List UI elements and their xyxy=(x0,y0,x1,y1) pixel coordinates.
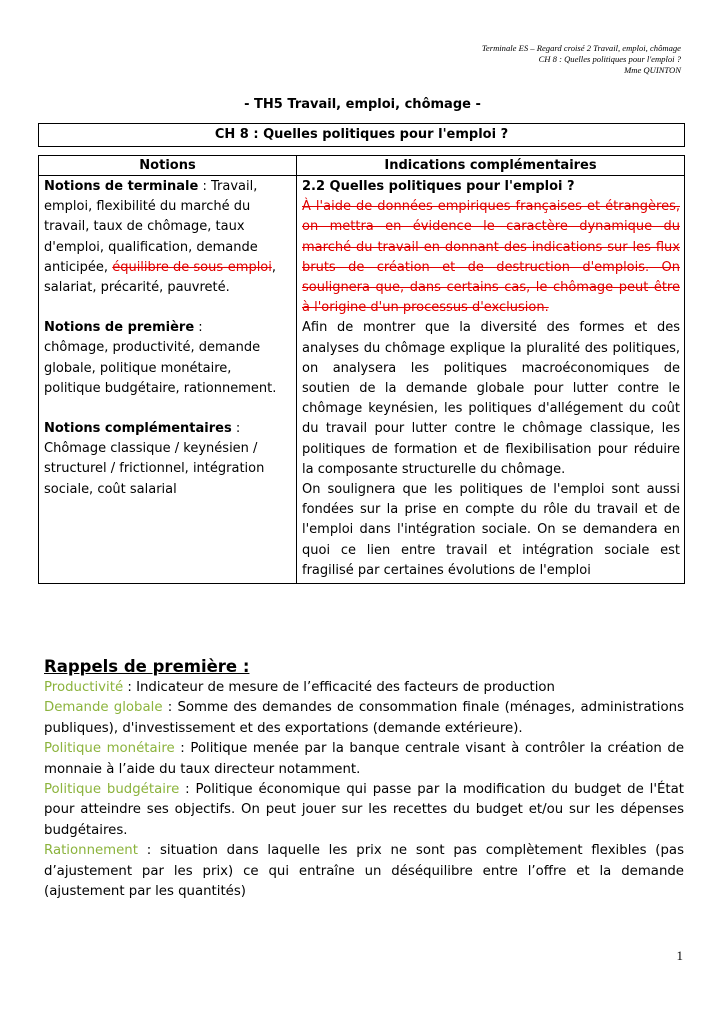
indications-paragraph-1: Afin de montrer que la diversité des formes et des analyses du chômage explique la pluralité des politiques, on analysera les politiques macroéconomiques de soutien de la demande globale pour lutter contre le chômage keynésien, les politiques d'allégement du coût du travail pour lutter contre le chômage classique, les politiques de formation et de flexibilisation pour réduire la composante structurelle du chômage. xyxy=(302,320,680,477)
rappels-section xyxy=(44,656,684,902)
page-number: 1 xyxy=(676,948,683,963)
rappel-term: Productivité xyxy=(44,680,124,695)
notions-complementaires-text: Chômage classique / keynésien / structurel / frictionnel, intégration sociale, coût salarial xyxy=(44,441,265,497)
theme-title: - TH5 Travail, emploi, chômage - xyxy=(244,97,481,112)
indications-paragraph-2: On soulignera que les politiques de l'emploi sont aussi fondées sur la prise en compte du rôle du travail et de l'emploi dans l'intégration sociale. On se demandera en quoi ce lien entre travail et intégration sociale est fragilisé par certaines évolutions de l'emploi xyxy=(302,482,680,578)
rappel-item-politique-monetaire xyxy=(44,739,684,780)
column-header-indications: Indications complémentaires xyxy=(297,156,685,176)
rappel-definition: : Somme des demandes de consommation finale (ménages, administrations publiques), d'investissement et des exportations (demande extérieure). xyxy=(44,700,684,736)
notions-terminale-label: Notions de terminale xyxy=(44,179,199,194)
notions-premiere-block: Notions de première : chômage, productivité, demande globale, politique monétaire, politique budgétaire, rationnement. xyxy=(44,320,277,396)
table-row xyxy=(39,176,685,584)
rappel-term: Politique budgétaire xyxy=(44,782,180,798)
notions-complementaires-block: Notions complémentaires : Chômage classique / keynésien / structurel / frictionnel, intégration sociale, coût salarial xyxy=(44,421,265,497)
notions-terminale-struck: équilibre de sous-emploi xyxy=(112,259,272,275)
notions-table xyxy=(38,155,685,584)
notions-terminale-end: , salariat, précarité, pauvreté. xyxy=(44,259,277,296)
rappel-term: Politique monétaire xyxy=(44,741,175,757)
rappel-item-politique-budgetaire xyxy=(44,780,684,841)
rappels-title: Rappels de première : xyxy=(44,657,250,676)
rappel-term: Demande globale xyxy=(44,700,163,716)
notions-complementaires-label: Notions complémentaires xyxy=(44,421,232,437)
indications-cell xyxy=(297,176,685,584)
notions-terminale-text: Travail, emploi, flexibilité du marché du travail, taux de chômage, taux d'emploi, qualification, demande anticipée, xyxy=(44,179,258,275)
header-line-course: Terminale ES – Regard croisé 2 Travail, emploi, chômage xyxy=(481,43,681,53)
notions-premiere-label: Notions de première xyxy=(44,320,195,336)
rappel-item-rationnement xyxy=(44,841,684,902)
notions-terminale-block: Notions de terminale : Travail, emploi, flexibilité du marché du travail, taux de chômage, taux d'emploi, qualification, demande anticipée, équilibre de sous-emploi, salariat, précarité, pauvreté. xyxy=(44,179,277,296)
header-line-chapter: CH 8 : Quelles politiques pour l'emploi ? xyxy=(538,54,681,64)
rappel-definition: : Politique menée par la banque centrale visant à contrôler la création de monnaie à l’aide du taux directeur notamment. xyxy=(44,741,685,777)
rappel-definition: : Politique économique qui passe par la modification du budget de l'État pour atteindre ses objectifs. On peut jouer sur les recettes du budget et/ou sur les dépenses budgétaires. xyxy=(44,782,684,838)
rappel-term: Rationnement xyxy=(44,843,138,859)
header-line-teacher: Mme QUINTON xyxy=(624,65,681,75)
notions-premiere-text: chômage, productivité, demande globale, politique monétaire, politique budgétaire, rationnement. xyxy=(44,340,277,396)
rappel-item-productivite xyxy=(44,678,684,698)
rappel-definition: : Indicateur de mesure de l’efficacité des facteurs de production xyxy=(123,680,555,695)
indications-struck-paragraph: À l'aide de données empiriques françaises et étrangères, on mettra en évidence le caractère dynamique du marché du travail en donnant des indications sur les flux bruts de création et de destruction d'emplois. On soulignera que, dans certains cas, le chômage peut être à l'origine d'un processus d'exclusion. xyxy=(302,199,680,316)
page-header xyxy=(281,43,681,76)
notions-cell xyxy=(39,176,297,584)
indications-title: 2.2 Quelles politiques pour l'emploi ? xyxy=(302,179,575,194)
table-header-row xyxy=(39,156,685,176)
chapter-title: CH 8 : Quelles politiques pour l'emploi ? xyxy=(38,123,685,147)
rappel-definition: : situation dans laquelle les prix ne sont pas complètement flexibles (pas d’ajustement par les prix) ce qui entraîne un déséquilibre entre l’offre et la demande (ajustement par les quantités) xyxy=(44,843,684,900)
rappel-item-demande-globale xyxy=(44,698,684,739)
column-header-notions: Notions xyxy=(39,156,297,176)
